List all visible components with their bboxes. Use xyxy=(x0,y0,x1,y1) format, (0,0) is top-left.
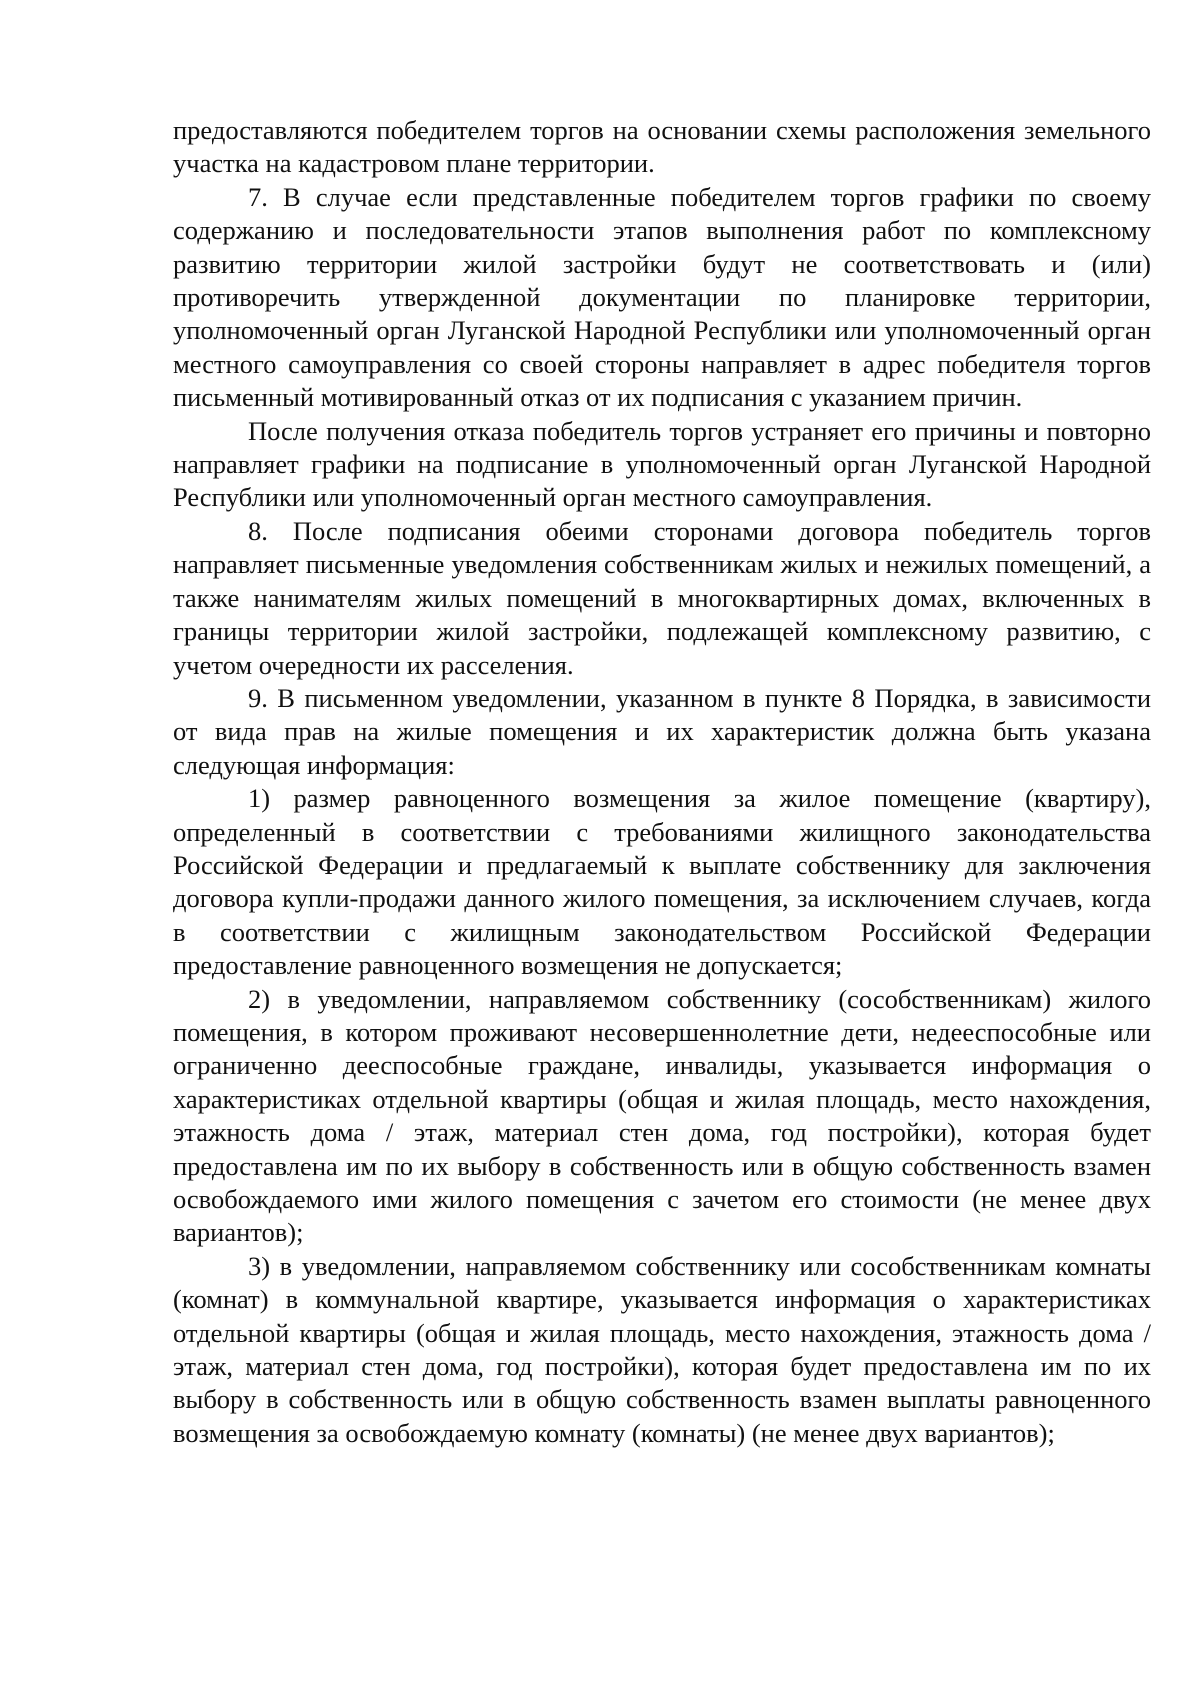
paragraph-item-7: 7. В случае если представленные победителем торгов графики по своему содержанию и последовательности этапов выполнения работ по комплексному развитию территории жилой застройки будут не соответствовать и (или) противоречить утвержденной документации по планировке территории, уполномоченный орган Луганской Народной Республики или уполномоченный орган местного самоуправления со своей стороны направляет в адрес победителя торгов письменный мотивированный отказ от их подписания с указанием причин. xyxy=(173,181,1151,413)
paragraph-subitem-2: 2) в уведомлении, направляемом собственнику (сособственникам) жилого помещения, в котором проживают несовершеннолетние дети, недееспособные или ограниченно дееспособные граждане, инвалиды, указывается информация о характеристиках отдельной квартиры (общая и жилая площадь, место нахождения, этажность дома / этаж, материал стен дома, год постройки), которая будет предоставлена им по их выбору в собственность или в общую собственность взамен освобождаемого ими жилого помещения с зачетом его стоимости (не менее двух вариантов); xyxy=(173,983,1151,1248)
paragraph-refusal-followup: После получения отказа победитель торгов устраняет его причины и повторно направляет графики на подписание в уполномоченный орган Луганской Народной Республики или уполномоченный орган местного самоуправления. xyxy=(173,415,1151,513)
paragraph-item-8: 8. После подписания обеими сторонами договора победитель торгов направляет письменные уведомления собственникам жилых и нежилых помещений, а также нанимателям жилых помещений в многоквартирных домах, включенных в границы территории жилой застройки, подлежащей комплексному развитию, с учетом очередности их расселения. xyxy=(173,515,1151,680)
paragraph-continuation: предоставляются победителем торгов на основании схемы расположения земельного участка на кадастровом плане территории. xyxy=(173,115,1151,179)
paragraph-item-9: 9. В письменном уведомлении, указанном в пункте 8 Порядка, в зависимости от вида прав на жилые помещения и их характеристик должна быть указана следующая информация: xyxy=(173,682,1151,780)
paragraph-subitem-1: 1) размер равноценного возмещения за жилое помещение (квартиру), определенный в соответствии с требованиями жилищного законодательства Российской Федерации и предлагаемый к выплате собственнику для заключения договора купли-продажи данного жилого помещения, за исключением случаев, когда в соответствии с жилищным законодательством Российской Федерации предоставление равноценного возмещения не допускается; xyxy=(173,783,1151,981)
paragraph-subitem-3: 3) в уведомлении, направляемом собственнику или сособственникам комнаты (комнат) в коммунальной квартире, указывается информация о характеристиках отдельной квартиры (общая и жилая площадь, место нахождения, этажность дома / этаж, материал стен дома, год постройки), которая будет предоставлена им по их выбору в собственность или в общую собственность взамен выплаты равноценного возмещения за освобождаемую комнату (комнаты) (не менее двух вариантов); xyxy=(173,1250,1151,1448)
document-body xyxy=(173,114,1151,1450)
